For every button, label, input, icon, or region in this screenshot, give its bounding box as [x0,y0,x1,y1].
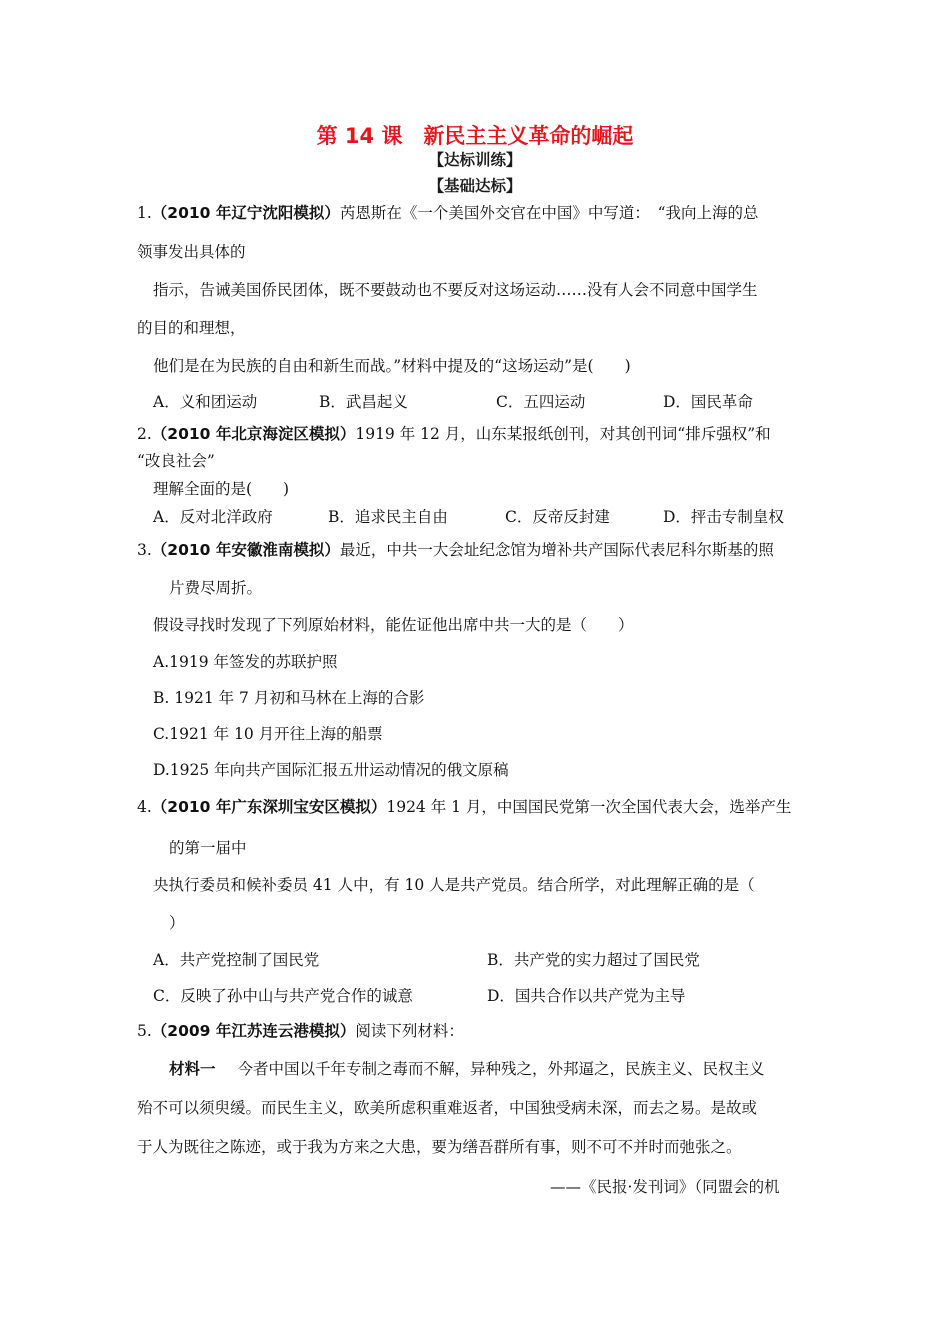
option-a[interactable]: A.1919 年签发的苏联护照 [153,653,338,671]
question-number: 1. [137,204,152,222]
question-5-line-1 [137,1021,464,1041]
question-3-line-2: 片费尽周折。 [169,579,263,597]
option-a[interactable]: A．反对北洋政府 [153,508,273,526]
material-1-citation: ——《民报·发刊词》（同盟会的机 [550,1178,780,1196]
material-label: 材料一 [169,1060,216,1078]
option-c[interactable]: C.1921 年 10 月开往上海的船票 [153,725,383,743]
question-text: 最近，中共一大会址纪念馆为增补共产国际代表尼科尔斯基的照 [339,541,774,559]
option-b[interactable]: B．共产党的实力超过了国民党 [487,951,700,969]
option-d[interactable]: D．国共合作以共产党为主导 [487,987,686,1005]
question-text: 阅读下列材料： [355,1022,464,1040]
option-c[interactable]: C．反帝反封建 [505,508,610,526]
option-b[interactable]: B．追求民主自由 [328,508,448,526]
question-number: 5. [137,1022,152,1040]
material-text: 今者中国以千年专制之毒而不解，异种残之，外邦逼之，民族主义、民权主义 [237,1060,765,1078]
question-3-line-1 [137,540,774,560]
question-2-line-2: “改良社会” [137,452,215,470]
question-4-line-3: 央执行委员和候补委员 41 人中，有 10 人是共产党员。结合所学，对此理解正确的是（ [153,876,755,894]
page-title: 第 14 课 新民主主义革命的崛起 [316,124,634,148]
question-source: （2010 年广东深圳宝安区模拟） [151,798,387,816]
material-1-line-1 [169,1059,765,1079]
material-1-line-2: 殆不可以须臾缓。而民生主义，欧美所虑积重难返者，中国独受病未深，而去之易。是故或 [137,1099,758,1117]
section-heading-basic: 【基础达标】 [428,177,522,195]
material-1-line-3: 于人为既往之陈迹，或于我为方来之大患，要为缮吾群所有事，则不可不并时而弛张之。 [137,1138,742,1156]
option-d[interactable]: D.1925 年向共产国际汇报五卅运动情况的俄文原稿 [153,761,509,779]
question-text: 1919 年 12 月，山东某报纸创刊，对其创刊词“排斥强权”和 [355,425,771,443]
question-source: （2010 年安徽淮南模拟） [151,541,340,559]
option-d[interactable]: D．国民革命 [663,393,753,411]
question-source: （2009 年江苏连云港模拟） [151,1022,356,1040]
question-number: 3. [137,541,152,559]
option-a[interactable]: A．共产党控制了国民党 [153,951,320,969]
question-1-line-1 [137,203,759,223]
question-2-line-3: 理解全面的是( ) [153,480,290,498]
option-c[interactable]: C．五四运动 [496,393,586,411]
question-text: 1924 年 1 月，中国国民党第一次全国代表大会，选举产生 [386,798,792,816]
question-source: （2010 年北京海淀区模拟） [151,425,356,443]
question-1-line-3: 指示，告诫美国侨民团体，既不要鼓动也不要反对这场运动……没有人会不同意中国学生 [153,281,758,299]
question-4-line-4: ） [169,914,185,932]
question-1-line-5: 他们是在为民族的自由和新生而战。”材料中提及的“这场运动”是( ) [153,357,631,375]
section-heading-training: 【达标训练】 [428,151,522,169]
option-b[interactable]: B．武昌起义 [319,393,408,411]
option-d[interactable]: D．抨击专制皇权 [663,508,784,526]
question-2-line-1 [137,424,771,444]
question-1-line-4: 的目的和理想， [137,319,246,337]
option-b[interactable]: B. 1921 年 7 月初和马林在上海的合影 [153,689,425,707]
option-c[interactable]: C．反映了孙中山与共产党合作的诚意 [153,987,413,1005]
question-1-line-2: 领事发出具体的 [137,243,246,261]
question-text: 芮恩斯在《一个美国外交官在中国》中写道： “我向上海的总 [339,204,759,222]
question-source: （2010 年辽宁沈阳模拟） [151,204,340,222]
option-a[interactable]: A．义和团运动 [153,393,258,411]
question-number: 4. [137,798,152,816]
question-4-line-1 [137,797,791,817]
question-number: 2. [137,425,152,443]
question-4-line-2: 的第一届中 [169,839,247,857]
question-3-line-3: 假设寻找时发现了下列原始材料，能佐证他出席中共一大的是（ ） [153,616,634,634]
